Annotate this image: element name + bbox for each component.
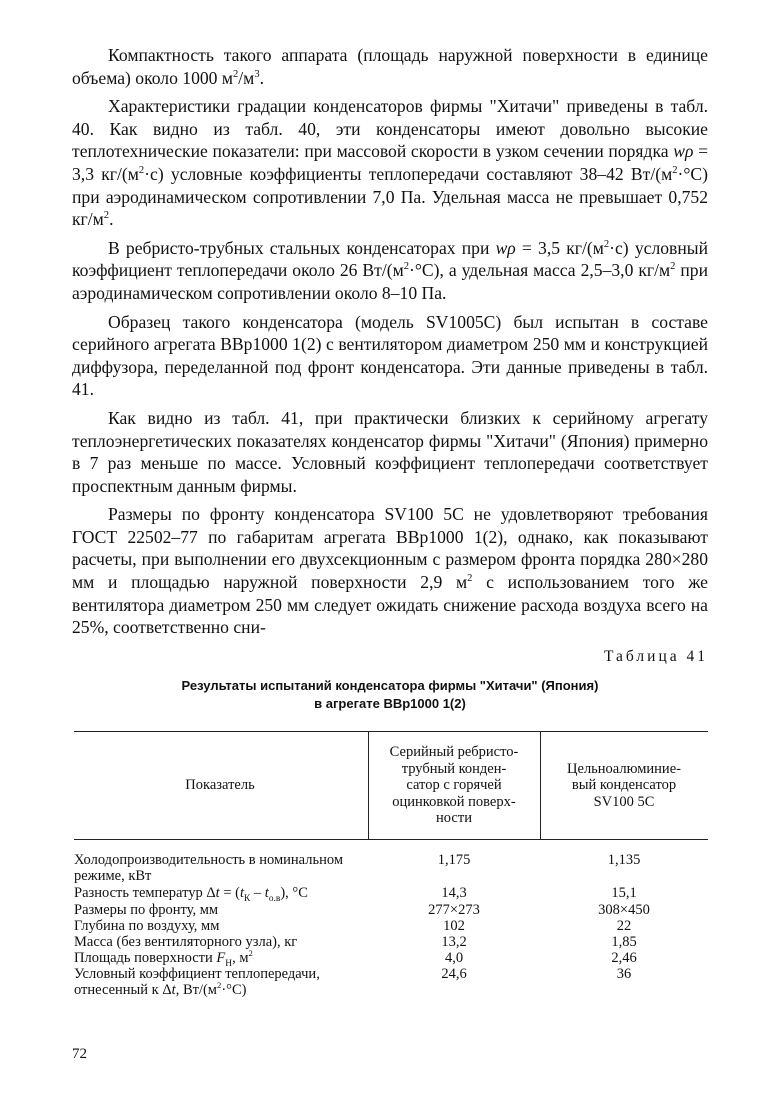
table-title [72,677,708,713]
table-row [74,902,708,918]
table-header-aluminium-condenser: Цельноалюминие- вый конденсатор SV100 5C [567,760,681,810]
row-value-aluminium: 1,85 [611,934,637,950]
table-row [74,934,708,950]
row-value-aluminium: 1,135 [607,852,641,868]
page-number: 72 [72,1046,87,1062]
row-label: Глубина по воздуху, мм [74,918,220,934]
table-header-rule [74,839,708,840]
table-row [74,948,708,969]
row-value-serial: 13,2 [441,934,467,950]
paragraphs [72,44,708,639]
row-value-aluminium: 2,46 [611,950,637,966]
table-row [74,918,708,934]
row-label: Площадь поверхности $F_Н$, $м^2$ [74,948,253,969]
row-value-serial: 14,3 [441,885,467,901]
row-value-aluminium: 36 [616,966,632,982]
row-value-serial: 1,175 [437,852,471,868]
row-value-aluminium: 15,1 [611,885,637,901]
row-label: Размеры по фронту, мм [74,902,219,918]
row-value-serial: 277×273 [428,902,480,918]
paragraph: Размеры по фронту конденсатора SV100 5C не удовлетворяют требования ГОСТ 22502–77 по габаритам агрегата ВВр1000 1(2), однако, как показывают расчеты, при выполнении его двухсекционным с размером фронта порядка 280×280 мм и площадью наружной поверхности 2,9 $м^2$ с использованием того же вентилятора диаметром 250 мм следует ожидать снижение расхода воздуха всего на 25%, соответственно сни- [72,504,708,638]
row-label: Холодопроизводительность в номинальном режиме, кВт [74,852,344,884]
row-value-serial: 102 [443,918,465,934]
row-value-aluminium: 22 [616,918,632,934]
table-row [74,885,708,904]
table-body [74,852,708,998]
paragraph: Как видно из табл. 41, при практически близких к серийному агрегату теплоэнергетических показателях конденсатор фирмы "Хитачи" (Япония) примерно в 7 раз меньше по массе. Условный коэффициент теплопередачи соответствует проспектным данным фирмы. [72,407,708,496]
row-label: Масса (без вентиляторного узла), кг [74,934,298,950]
row-value-serial: 4,0 [444,950,464,966]
table-number: Таблица 41 [603,648,708,665]
table-title-line: в агрегате ВВр1000 1(2) [314,696,466,711]
paragraph: Образец такого конденсатора (модель SV1005C) был испытан в составе серийного агрегата ВВр1000 1(2) с вентилятором диаметром 250 мм и конструкцией диффузора, переделанной под фронт конденсатора. Эти данные приведены в табл. 41. [72,311,708,400]
paragraph: Компактность такого аппарата (площадь наружной поверхности в единице объема) около 1000 $м^2/м^3$. [72,45,708,88]
row-value-serial: 24,6 [441,966,467,982]
table-header-indicator: Показатель [185,777,255,794]
table-row [74,966,708,998]
row-label: Разность температур $\Delta t = (t_К - t_{о.в})$, °С [74,885,308,904]
paragraph: В ребристо-трубных стальных конденсаторах при wρ = 3,5 $кг/(м^2\cdot с)$ условный коэффициент теплопередачи около 26 $Вт/(м^2\cdot^\circ С)$, а удельная масса 2,5–3,0 $кг/м^2$ при аэродинамическом сопротивлении около 8–10 Па. [72,237,708,303]
row-label: Условный коэффициент теплопередачи, отнесенный к Δt, $Вт/(м^2\cdot^\circ С)$ [74,966,320,998]
table-title-line: Результаты испытаний конденсатора фирмы "Хитачи" (Япония) [181,678,599,693]
table-row [74,852,708,884]
paragraph: Характеристики градации конденсаторов фирмы "Хитачи" приведены в табл. 40. Как видно из табл. 40, эти конденсаторы имеют довольно высокие теплотехнические показатели: при массовой скорости в узком сечении порядка wρ = 3,3 $кг/(м^2\cdot с)$ условные коэффициенты теплопередачи составляют 38–42 $Вт/(м^2\cdot^\circ С)$ при аэродинамическом сопротивлении 7,0 Па. Удельная масса не превышает 0,752 $кг/м^2$. [72,96,708,230]
table-header-serial-condenser: Серийный ребристо- трубный конден- сатор с горячей оцинковкой поверх- ности [389,744,519,827]
row-value-aluminium: 308×450 [598,902,650,918]
page-body [72,44,708,998]
